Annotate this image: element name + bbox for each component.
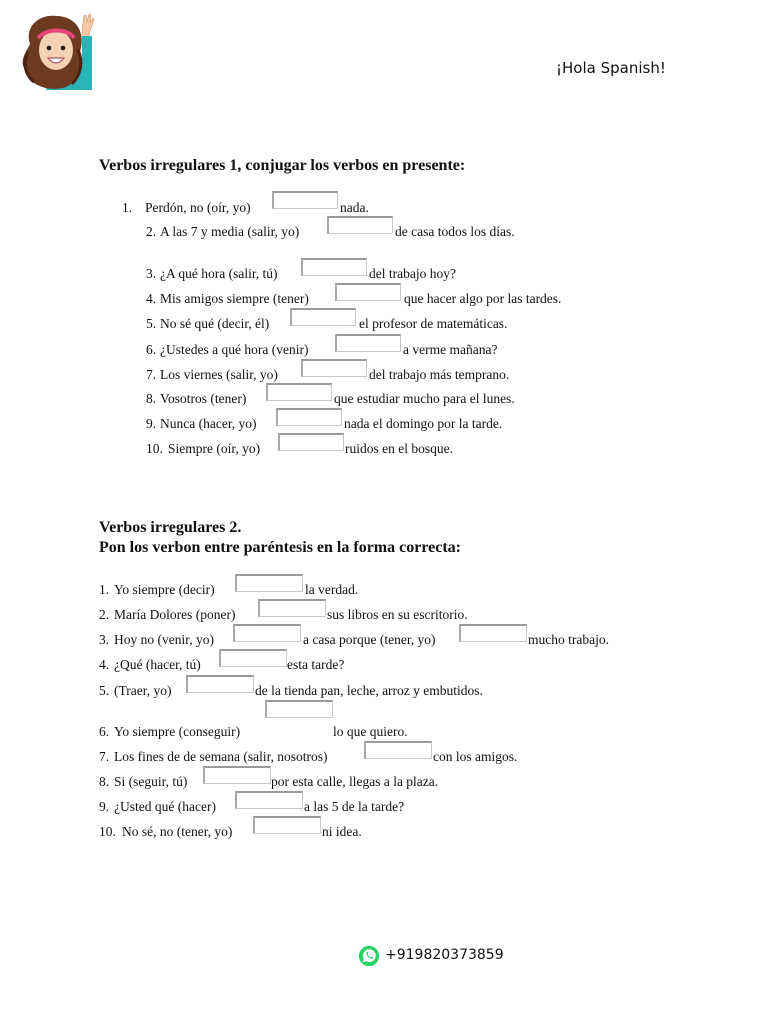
item-rest: el profesor de matemáticas. — [359, 316, 508, 331]
item-rest: por esta calle, llegas a la plaza. — [271, 774, 439, 789]
item-number: 9. — [146, 416, 157, 431]
item-prompt: Yo siempre (decir) — [114, 582, 215, 597]
answer-field[interactable] — [265, 700, 333, 718]
item-prompt: ¿Qué (hacer, tú) — [114, 657, 201, 672]
item-prompt: Yo siempre (conseguir) — [114, 724, 241, 739]
item-prompt: A las 7 y media (salir, yo) — [160, 224, 300, 239]
item-rest: nada el domingo por la tarde. — [344, 416, 503, 431]
answer-field[interactable] — [219, 649, 287, 667]
answer-field[interactable] — [272, 191, 338, 209]
answer-field[interactable] — [364, 741, 432, 759]
item-rest: ruidos en el bosque. — [345, 441, 453, 456]
item-rest: esta tarde? — [287, 657, 345, 672]
item-number: 5. — [99, 683, 110, 698]
item-rest: de casa todos los días. — [395, 224, 515, 239]
item-prompt: Los viernes (salir, yo) — [160, 367, 278, 382]
item-prompt: ¿A qué hora (salir, tú) — [160, 266, 278, 281]
item-rest: con los amigos. — [433, 749, 518, 764]
item-rest: ni idea. — [322, 824, 362, 839]
item-prompt: María Dolores (poner) — [114, 607, 236, 622]
item-rest: lo que quiero. — [333, 724, 408, 739]
item-number: 4. — [146, 291, 157, 306]
item-rest: del trabajo más temprano. — [369, 367, 510, 382]
item-prompt: (Traer, yo) — [114, 683, 172, 698]
item-number: 1. — [122, 200, 133, 215]
answer-field[interactable] — [327, 216, 393, 234]
answer-field[interactable] — [233, 624, 301, 642]
answer-field[interactable] — [235, 574, 303, 592]
item-rest: nada. — [340, 200, 369, 215]
item-number: 7. — [146, 367, 157, 382]
brand-title: ¡Hola Spanish! — [556, 59, 666, 77]
answer-field[interactable] — [203, 766, 271, 784]
item-number: 4. — [99, 657, 110, 672]
item-rest: que hacer algo por las tardes. — [404, 291, 562, 306]
item-number: 3. — [146, 266, 157, 281]
answer-field[interactable] — [290, 308, 356, 326]
item-number: 9. — [99, 799, 110, 814]
answer-field[interactable] — [301, 359, 367, 377]
item-rest: que estudiar mucho para el lunes. — [334, 391, 515, 406]
item-prompt: No sé qué (decir, él) — [160, 316, 270, 331]
section2-title: Verbos irregulares 2. — [99, 519, 242, 536]
item-prompt: Hoy no (venir, yo) — [114, 632, 214, 647]
item-number: 10. — [146, 441, 163, 456]
item-prompt: ¿Ustedes a qué hora (venir) — [160, 342, 309, 357]
item-number: 5. — [146, 316, 157, 331]
answer-field[interactable] — [301, 258, 367, 276]
item-prompt: Vosotros (tener) — [160, 391, 247, 406]
item-rest: del trabajo hoy? — [369, 266, 456, 281]
item-number: 8. — [99, 774, 110, 789]
whatsapp-icon — [358, 945, 380, 972]
answer-field[interactable] — [266, 383, 332, 401]
phone-number: +919820373859 — [385, 947, 504, 963]
answer-field[interactable] — [235, 791, 303, 809]
item-prompt: Nunca (hacer, yo) — [160, 416, 257, 431]
item-prompt: Siempre (oír, yo) — [168, 441, 261, 456]
item-number: 6. — [99, 724, 110, 739]
item-rest: sus libros en su escritorio. — [327, 607, 468, 622]
answer-field[interactable] — [258, 599, 326, 617]
item-number: 2. — [99, 607, 110, 622]
item-prompt: No sé, no (tener, yo) — [122, 824, 233, 839]
item-number: 10. — [99, 824, 116, 839]
item-prompt: ¿Usted qué (hacer) — [114, 799, 216, 814]
section2-subtitle: Pon los verbon entre paréntesis en la forma correcta: — [99, 539, 461, 556]
item-number: 8. — [146, 391, 157, 406]
answer-field[interactable] — [459, 624, 527, 642]
item-number: 3. — [99, 632, 110, 647]
answer-field[interactable] — [335, 283, 401, 301]
answer-field[interactable] — [276, 408, 342, 426]
item-prompt: Los fines de de semana (salir, nosotros) — [114, 749, 328, 764]
item-number: 2. — [146, 224, 157, 239]
item-number: 7. — [99, 749, 110, 764]
answer-field[interactable] — [335, 334, 401, 352]
answer-field[interactable] — [186, 675, 254, 693]
item-prompt: Perdón, no (oír, yo) — [145, 200, 251, 215]
answer-field[interactable] — [253, 816, 321, 834]
item-middle: a casa porque (tener, yo) — [303, 632, 436, 647]
item-number: 6. — [146, 342, 157, 357]
logo-avatar — [16, 12, 98, 92]
item-rest: a las 5 de la tarde? — [304, 799, 405, 814]
answer-field[interactable] — [278, 433, 344, 451]
item-rest: de la tienda pan, leche, arroz y embutidos. — [255, 683, 483, 698]
item-number: 1. — [99, 582, 110, 597]
item-prompt: Si (seguir, tú) — [114, 774, 188, 789]
item-rest: a verme mañana? — [403, 342, 498, 357]
section1-title: Verbos irregulares 1, conjugar los verbos en presente: — [99, 157, 466, 174]
item-rest: la verdad. — [305, 582, 359, 597]
item-prompt: Mis amigos siempre (tener) — [160, 291, 309, 306]
item-rest: mucho trabajo. — [528, 632, 609, 647]
